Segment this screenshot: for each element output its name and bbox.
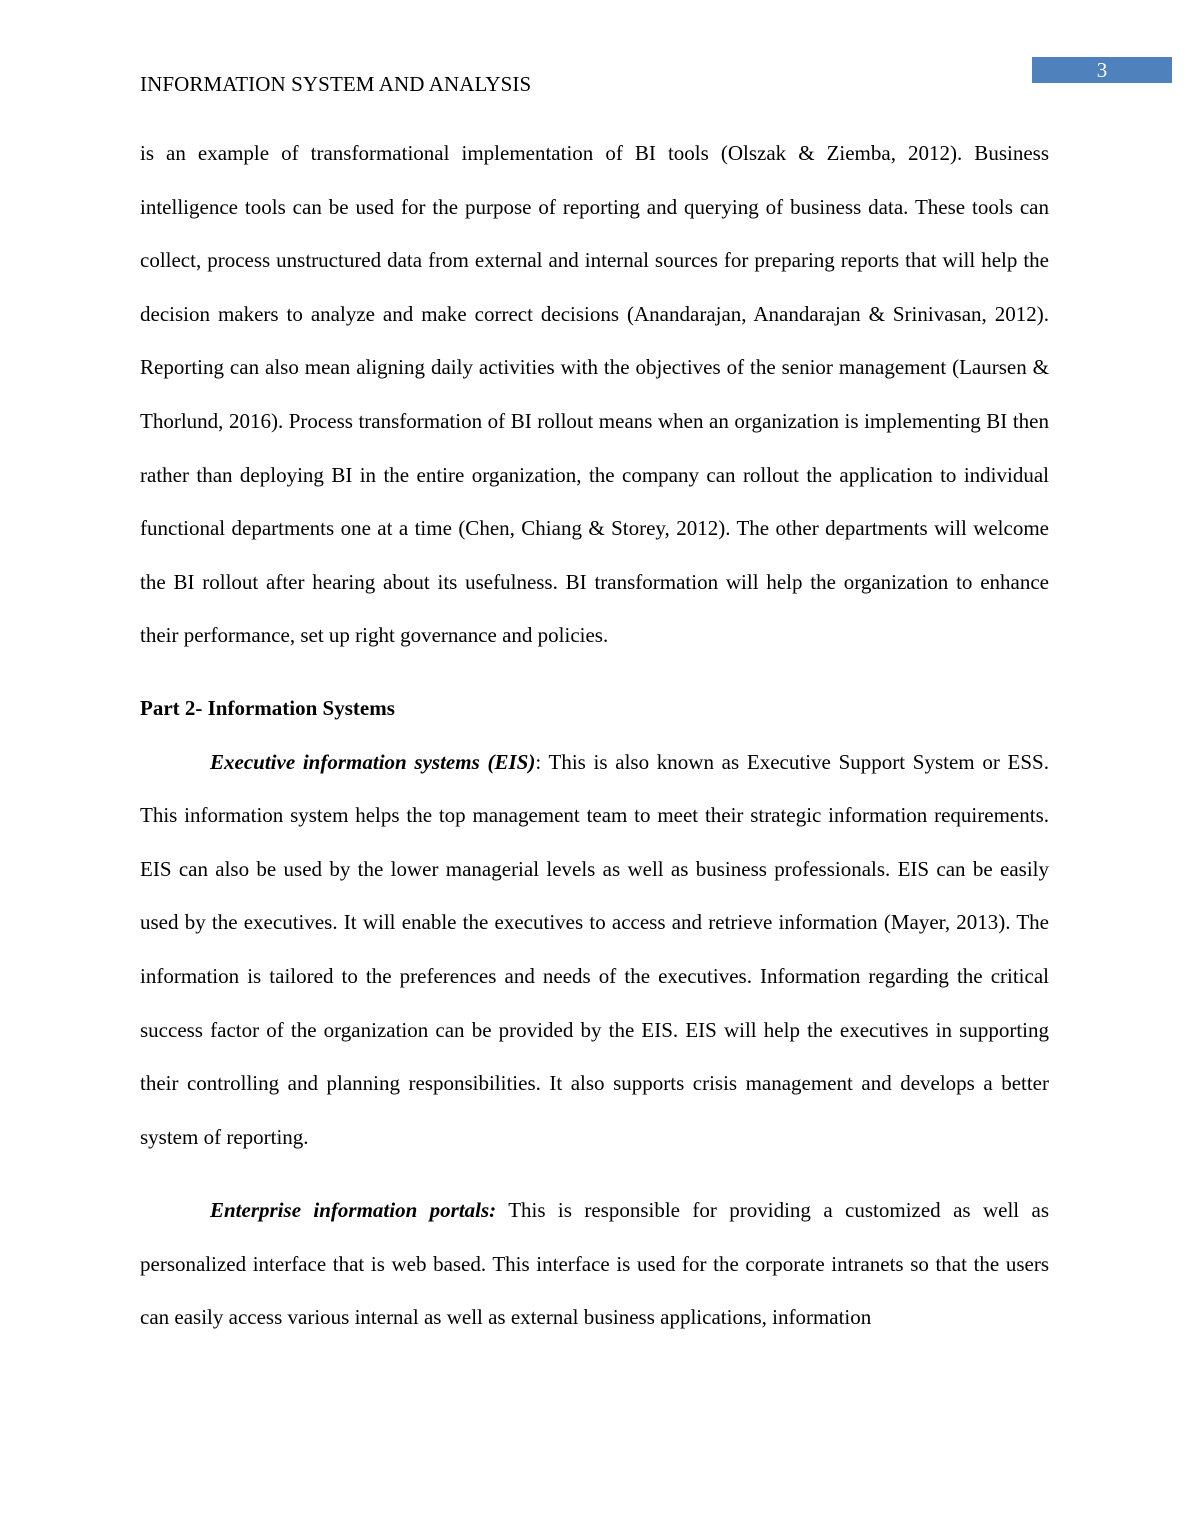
running-head: INFORMATION SYSTEM AND ANALYSIS — [140, 72, 532, 96]
paragraph-bi-transformation: is an example of transformational implementation of BI tools (Olszak & Ziemba, 2012). Business intelligence tools can be used for the purpose of reporting and querying of business data. These tools can collect, process unstructured data from external and internal sources for preparing reports that will help the decision makers to analyze and make correct decisions (Anandarajan, Anandarajan & Srinivasan, 2012). Reporting can also mean aligning daily activities with the objectives of the senior management (Laursen & Thorlund, 2016). Process transformation of BI rollout means when an organization is implementing BI then rather than deploying BI in the entire organization, the company can rollout the application to individual functional departments one at a time (Chen, Chiang & Storey, 2012). The other departments will welcome the BI rollout after hearing about its usefulness. BI transformation will help the organization to enhance their performance, set up right governance and policies. — [140, 141, 1049, 648]
eip-description: This is responsible for providing a customized as well as personalized interface that is web based. This interface is used for the corporate intranets so that the users can easily access various internal as well as external business applications, information — [140, 1198, 1050, 1330]
paragraph-eip — [140, 1184, 1049, 1345]
page-number: 3 — [1032, 57, 1172, 83]
term-eis: Executive information systems (EIS) — [210, 749, 536, 774]
document-body — [140, 127, 1049, 1345]
term-eip: Enterprise information portals: — [210, 1198, 497, 1223]
eis-description: : This is also known as Executive Support System or ESS. This information system helps the top management team to meet their strategic information requirements. EIS can also be used by the lower managerial levels as well as business professionals. EIS can be easily used by the executives. It will enable the executives to access and retrieve information (Mayer, 2013). The information is tailored to the preferences and needs of the executives. Information regarding the critical success factor of the organization can be provided by the EIS. EIS will help the executives in supporting their controlling and planning responsibilities. It also supports crisis management and develops a better system of reporting. — [140, 749, 1049, 1149]
section-heading: Part 2- Information Systems — [140, 695, 395, 720]
paragraph-eis — [140, 736, 1049, 1165]
